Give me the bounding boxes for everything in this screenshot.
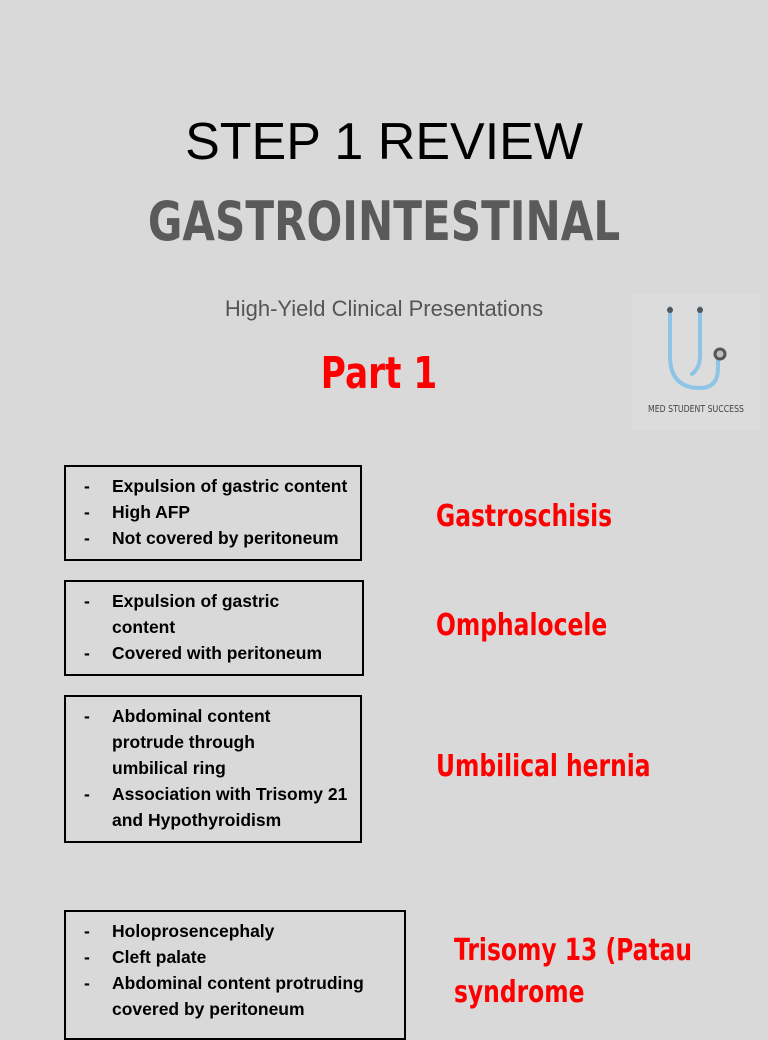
symptom-item: - High AFP: [84, 499, 352, 525]
presentation-card: [64, 580, 364, 676]
diagnosis-label: [436, 746, 651, 788]
diagnosis-label: [436, 605, 607, 647]
symptom-item: - Association with Trisomy 21 and Hypothyroidism: [84, 781, 352, 833]
symptom-item: - Expulsion of gastric content: [84, 473, 352, 499]
symptom-item: - Expulsion of gastric content: [84, 588, 282, 640]
diagnosis-line: syndrome: [454, 975, 585, 1010]
diagnosis-line: Omphalocele: [436, 608, 608, 643]
presentation-card: [64, 910, 406, 1040]
diagnosis-label: [436, 496, 612, 538]
part-label: Part 1: [320, 348, 438, 399]
logo-text: MED STUDENT SUCCESS: [648, 404, 744, 415]
symptom-list: [84, 703, 352, 833]
symptom-list: [84, 473, 352, 551]
symptom-item: - Cleft palate: [84, 944, 396, 970]
page-title: STEP 1 REVIEW: [185, 113, 583, 171]
symptom-list: [84, 588, 354, 666]
presentation-card: [64, 465, 362, 561]
symptom-list: [84, 918, 396, 1022]
symptom-item: - Abdominal content protrude through umbilical ring: [84, 703, 292, 781]
diagnosis-line: Umbilical hernia: [436, 749, 651, 784]
diagnosis-line: Trisomy 13 (Patau: [454, 933, 693, 968]
brand-logo: [632, 294, 760, 430]
page-subtitle: High-Yield Clinical Presentations: [224, 296, 544, 321]
diagnosis-line: Gastroschisis: [436, 499, 613, 534]
subject-heading: GASTROINTESTINAL: [147, 190, 621, 253]
presentation-card: [64, 695, 362, 843]
stethoscope-icon: [654, 298, 744, 398]
symptom-item: - Covered with peritoneum: [84, 640, 354, 666]
diagnosis-label: [454, 930, 692, 1014]
symptom-item: - Abdominal content protruding covered by peritoneum: [84, 970, 402, 1022]
symptom-item: - Holoprosencephaly: [84, 918, 396, 944]
symptom-item: - Not covered by peritoneum: [84, 525, 352, 551]
